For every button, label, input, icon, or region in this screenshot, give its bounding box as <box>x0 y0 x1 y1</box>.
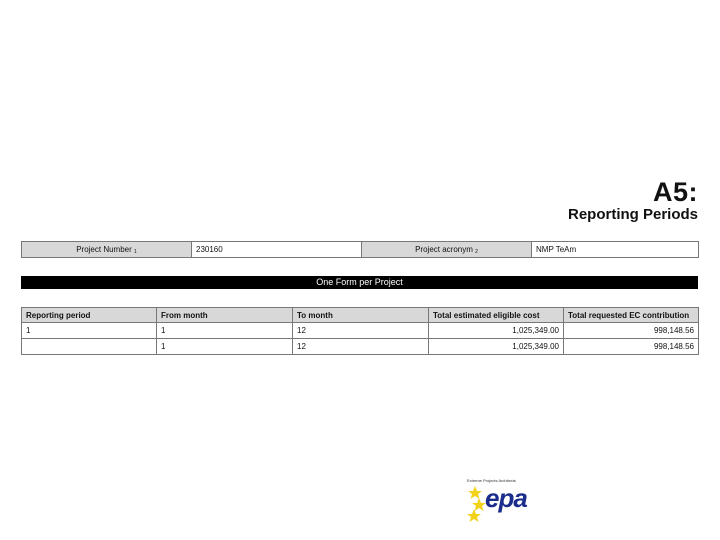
column-header: Total requested EC contribution <box>564 308 699 323</box>
logo-wordmark: epa <box>485 483 527 513</box>
column-header: To month <box>293 308 429 323</box>
column-header: Total estimated eligible cost <box>429 308 564 323</box>
epa-logo <box>467 478 531 524</box>
table-cell: 998,148.56 <box>564 323 699 339</box>
section-code: A5: <box>652 177 698 207</box>
page-heading <box>568 178 698 224</box>
column-header: Reporting period <box>22 308 157 323</box>
table-row <box>22 339 699 355</box>
project-acronym-value: NMP TeAm <box>532 242 699 258</box>
table-cell: 1 <box>22 323 157 339</box>
form-banner: One Form per Project <box>21 276 698 289</box>
table-cell: 1,025,349.00 <box>429 323 564 339</box>
project-number-label: Project Number 1 <box>22 242 192 258</box>
logo-caption: Extreme Projects Architects <box>467 478 516 483</box>
column-header: From month <box>157 308 293 323</box>
table-cell: 1 <box>157 323 293 339</box>
reporting-periods-table <box>21 307 699 355</box>
table-row <box>22 323 699 339</box>
table-cell: 998,148.56 <box>564 339 699 355</box>
table-cell: 1,025,349.00 <box>429 339 564 355</box>
project-acronym-label: Project acronym 2 <box>362 242 532 258</box>
footnote-index: 2 <box>475 248 478 255</box>
table-cell <box>22 339 157 355</box>
section-title: Reporting Periods <box>567 206 698 223</box>
project-number-value: 230160 <box>192 242 362 258</box>
table-header-row <box>22 308 699 323</box>
table-cell: 12 <box>293 339 429 355</box>
project-info-table <box>21 241 699 258</box>
footnote-index: 1 <box>134 248 137 255</box>
table-cell: 1 <box>157 339 293 355</box>
table-cell: 12 <box>293 323 429 339</box>
